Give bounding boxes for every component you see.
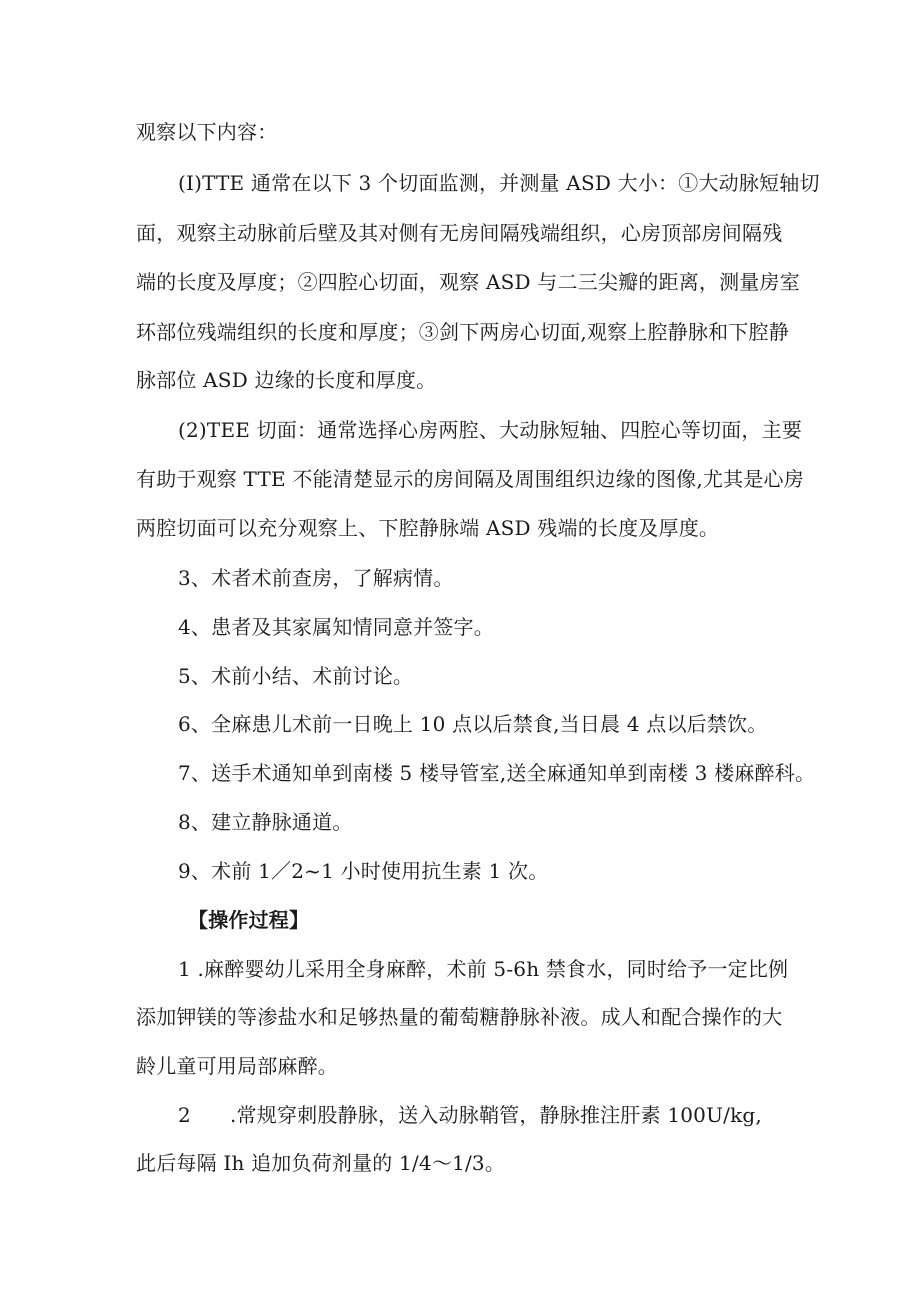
proc2-number: 2: [178, 1103, 191, 1127]
step-3: 3、术者术前查房，了解病情。: [178, 566, 454, 590]
proc1-line-1: 1 .麻醉婴幼儿采用全身麻醉，术前 5-6h 禁食水，同时给予一定比例: [178, 957, 789, 981]
item1-line-2: 面，观察主动脉前后壁及其对侧有无房间隔残端组织，心房顶部房间隔残: [136, 221, 783, 245]
step-5: 5、术前小结、术前讨论。: [178, 664, 414, 688]
proc2-line-1: [178, 1101, 762, 1129]
item1-line-4: 环部位残端组织的长度和厚度；③剑下两房心切面,观察上腔静脉和下腔静: [136, 320, 789, 344]
proc2-line-2: 此后每隔 Ih 追加负荷剂量的 1/4～1/3。: [136, 1151, 506, 1175]
item2-line-2: 有助于观察 TTE 不能清楚显示的房间隔及周围组织边缘的图像,尤其是心房: [136, 467, 804, 491]
step-6: 6、全麻患儿术前一日晚上 10 点以后禁食,当日晨 4 点以后禁饮。: [178, 712, 768, 736]
item2-line-1: (2)TEE 切面：通常选择心房两腔、大动脉短轴、四腔心等切面，主要: [178, 418, 803, 442]
item1-line-5: 脉部位 ASD 边缘的长度和厚度。: [136, 368, 437, 392]
proc1-line-2: 添加钾镁的等渗盐水和足够热量的葡萄糖静脉补液。成人和配合操作的大: [136, 1005, 783, 1029]
proc1-line-3: 龄儿童可用局部麻醉。: [136, 1054, 338, 1078]
intro-text: 观察以下内容：: [136, 120, 278, 144]
step-4: 4、患者及其家属知情同意并签字。: [178, 615, 494, 639]
item2-line-3: 两腔切面可以充分观察上、下腔静脉端 ASD 残端的长度及厚度。: [136, 516, 720, 540]
section-heading: 【操作过程】: [188, 908, 310, 932]
step-9: 9、术前 1／2~1 小时使用抗生素 1 次。: [178, 859, 549, 883]
step-8: 8、建立静脉通道。: [178, 810, 353, 834]
item1-line-1: (I)TTE 通常在以下 3 个切面监测，并测量 ASD 大小：①大动脉短轴切: [178, 171, 820, 195]
proc2-first-line-text: .常规穿刺股静脉，送入动脉鞘管，静脉推注肝素 100U/kg,: [230, 1103, 762, 1127]
item1-line-3: 端的长度及厚度；②四腔心切面，观察 ASD 与二三尖瓣的距离，测量房室: [136, 270, 800, 294]
step-7: 7、送手术通知单到南楼 5 楼导管室,送全麻通知单到南楼 3 楼麻醉科。: [178, 761, 816, 785]
